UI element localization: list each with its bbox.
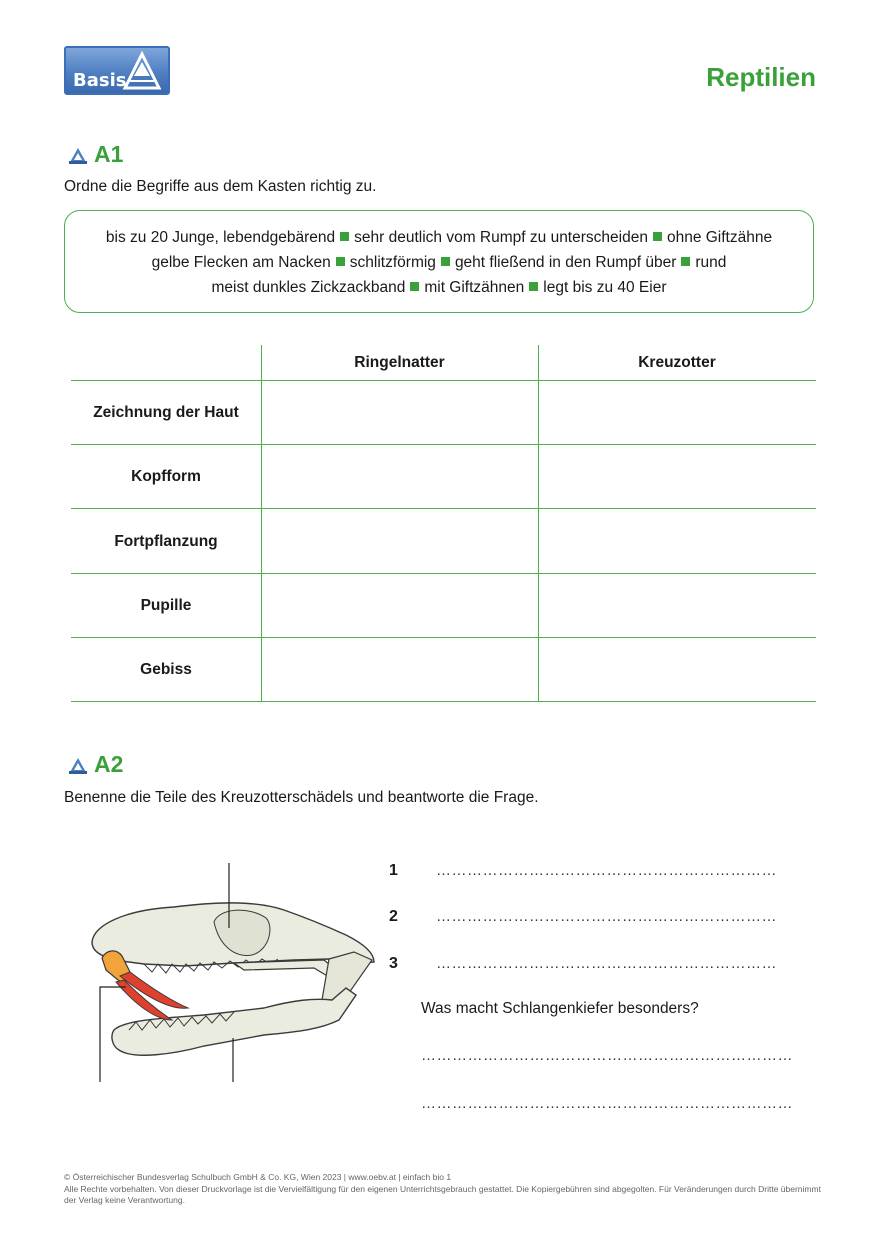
term: gelbe Flecken am Nacken (151, 254, 331, 271)
task-a2-label: A2 (94, 751, 124, 777)
terms-line-1 (65, 225, 813, 250)
row-label: Zeichnung der Haut (93, 404, 239, 421)
task-a1-heading (68, 141, 123, 168)
term: geht fließend in den Rumpf über (454, 254, 677, 271)
viper-skull-illustration (84, 860, 384, 1085)
term: ohne Giftzähne (666, 229, 773, 246)
column-header-ringelnatter: Ringelnatter (354, 354, 445, 371)
footer (64, 1172, 824, 1207)
separator-square (336, 257, 345, 266)
logo-text: Basis (73, 70, 127, 91)
footer-rights: Alle Rechte vorbehalten. Von dieser Druckvorlage ist die Vervielfältigung für den eigenen Unterrichtsgebrauch gestattet. Die Kopiergebühren sind abgegolten. Für Veränderungen durch Dritte übernimmt der Verlag keine Verantwortung. (64, 1183, 821, 1205)
column-divider (261, 345, 262, 702)
terms-box (64, 210, 814, 313)
column-header-kreuzotter: Kreuzotter (638, 354, 716, 371)
task-a2-heading (68, 751, 123, 778)
label-number-1: 1 (389, 862, 398, 879)
level-pyramid-icon (68, 147, 88, 165)
row-divider (71, 573, 816, 574)
question-answer-line-2[interactable]: ……………………………………………………………… (421, 1095, 793, 1112)
term: meist dunkles Zickzackband (211, 279, 406, 296)
row-label: Gebiss (140, 661, 192, 678)
question-answer-line-1[interactable]: ……………………………………………………………… (421, 1047, 793, 1064)
separator-square (441, 257, 450, 266)
task-a1-label: A1 (94, 141, 124, 167)
task-a2-instruction: Benenne die Teile des Kreuzotterschädels und beantworte die Frage. (64, 789, 539, 806)
label-number-3: 3 (389, 955, 398, 972)
term: mit Giftzähnen (424, 279, 525, 296)
row-label: Kopfform (131, 468, 201, 485)
term: bis zu 20 Junge, lebendgebärend (105, 229, 336, 246)
task-a1-instruction: Ordne die Begriffe aus dem Kasten richtig zu. (64, 178, 377, 195)
pyramid-icon (122, 51, 162, 91)
question-text: Was macht Schlangenkiefer besonders? (421, 1000, 699, 1017)
row-divider (71, 508, 816, 509)
row-label: Fortpflanzung (114, 533, 218, 550)
terms-line-2 (65, 250, 813, 275)
term: rund (695, 254, 727, 271)
row-divider (71, 637, 816, 638)
level-pyramid-icon (68, 757, 88, 775)
page-title: Reptilien (706, 62, 816, 92)
term: schlitzförmig (349, 254, 436, 271)
separator-square (529, 282, 538, 291)
separator-square (340, 232, 349, 241)
terms-line-3 (65, 275, 813, 300)
basis-logo (64, 46, 170, 95)
footer-copyright: © Österreichischer Bundesverlag Schulbuch GmbH & Co. KG, Wien 2023 | www.oebv.at | einfach bio 1 (64, 1172, 452, 1182)
row-divider (71, 701, 816, 702)
label-number-2: 2 (389, 908, 398, 925)
answer-line-1[interactable]: ………………………………………………………… (436, 862, 777, 879)
term: legt bis zu 40 Eier (543, 279, 667, 296)
separator-square (410, 282, 419, 291)
separator-square (653, 232, 662, 241)
column-divider (538, 345, 539, 702)
row-divider (71, 444, 816, 445)
row-label: Pupille (140, 597, 192, 614)
separator-square (681, 257, 690, 266)
answer-line-3[interactable]: ………………………………………………………… (436, 955, 777, 972)
answer-line-2[interactable]: ………………………………………………………… (436, 908, 777, 925)
term: sehr deutlich vom Rumpf zu unterscheiden (354, 229, 648, 246)
